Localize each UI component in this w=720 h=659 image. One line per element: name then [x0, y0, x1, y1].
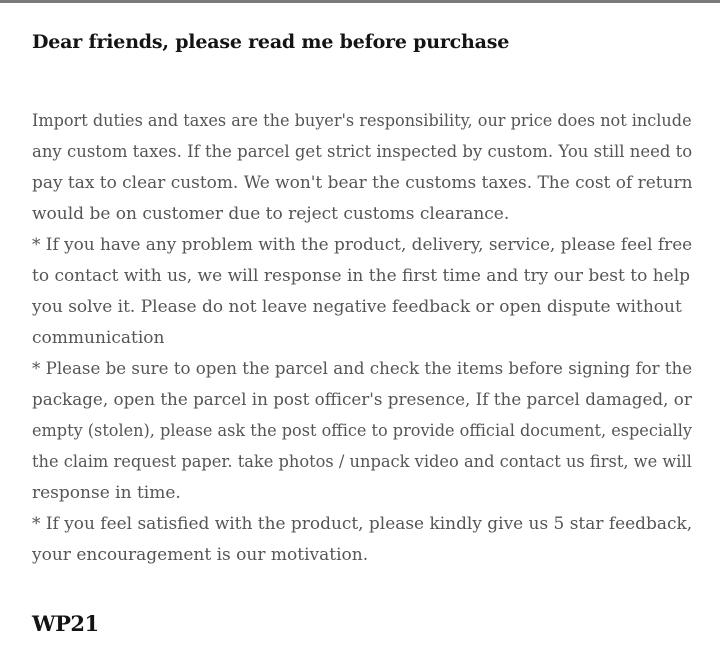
notice-line: the claim request paper. take photos / unpack video and contact us first, we will [32, 452, 692, 472]
notice-line: Import duties and taxes are the buyer's responsibility, our price does not include [32, 111, 692, 131]
notice-line: you solve it. Please do not leave negative feedback or open dispute without [32, 297, 682, 317]
notice-title: Dear friends, please read me before purchase [32, 31, 510, 53]
notice-line: * If you have any problem with the product, delivery, service, please feel free [32, 235, 693, 255]
notice-line: to contact with us, we will response in the first time and try our best to help [32, 266, 691, 286]
notice-line: empty (stolen), please ask the post office to provide official document, especially [32, 421, 692, 441]
notice-line: your encouragement is our motivation. [32, 545, 369, 565]
notice-line: * Please be sure to open the parcel and check the items before signing for the [32, 359, 693, 379]
notice-line: package, open the parcel in post officer's presence, If the parcel damaged, or [32, 390, 692, 410]
notice-line: pay tax to clear custom. We won't bear the customs taxes. The cost of return [32, 173, 693, 193]
notice-line: response in time. [32, 483, 181, 503]
notice-line: any custom taxes. If the parcel get strict inspected by custom. You still need to [32, 142, 693, 162]
notice-line: * If you feel satisfied with the product, please kindly give us 5 star feedback, [32, 514, 693, 534]
notice-line: communication [32, 328, 165, 348]
product-code: WP21 [32, 611, 99, 636]
notice-page [0, 3, 720, 659]
notice-body [32, 106, 692, 571]
notice-line: would be on customer due to reject customs clearance. [32, 204, 510, 224]
